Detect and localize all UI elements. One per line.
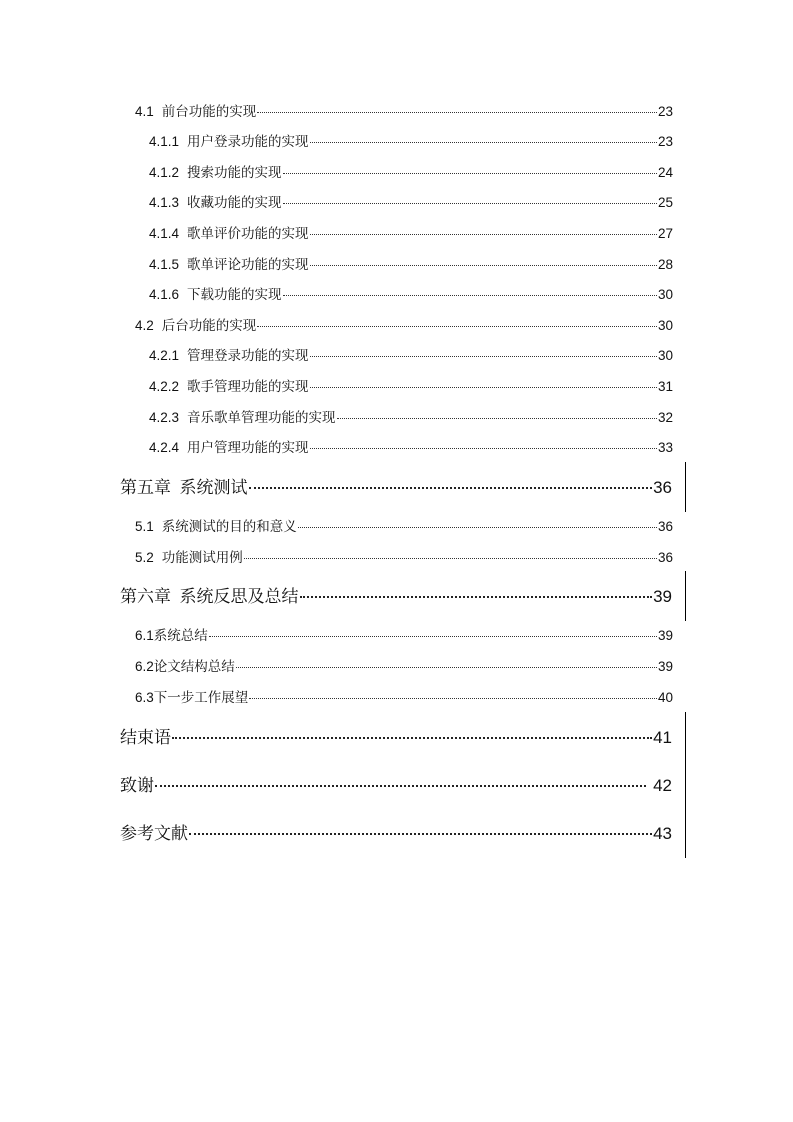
dot-leader	[189, 833, 652, 835]
page-number: 36	[653, 478, 672, 497]
toc-references[interactable]	[120, 819, 672, 844]
page-number: 28	[657, 257, 673, 272]
page-number: 23	[657, 134, 673, 149]
toc-entry-6-2[interactable]	[135, 655, 673, 675]
chapter-title: 第五章 系统测试	[120, 478, 248, 497]
dot-leader	[337, 418, 657, 419]
page-number: 36	[657, 519, 673, 534]
chapter-title: 致谢	[120, 776, 154, 795]
toc-chapter-5[interactable]	[120, 473, 672, 498]
dot-leader	[283, 173, 657, 174]
dot-leader	[244, 558, 657, 559]
toc-entry-5-2[interactable]	[135, 546, 673, 566]
toc-entry-4-2-1[interactable]	[149, 344, 673, 364]
page-number: 43	[653, 824, 672, 843]
page-number: 23	[657, 104, 673, 119]
section-number: 5.2	[135, 550, 154, 565]
toc-entry-4-1-5[interactable]	[149, 253, 673, 273]
change-bar	[685, 462, 686, 512]
section-number: 4.1.4	[149, 226, 180, 241]
section-title: 下一步工作展望	[153, 690, 249, 705]
toc-entry-4-1-6[interactable]	[149, 283, 673, 303]
page-number: 36	[657, 550, 673, 565]
change-bar	[685, 571, 686, 621]
section-number: 4.1.2	[149, 165, 180, 180]
page-number: 39	[657, 659, 673, 674]
dot-leader	[236, 667, 657, 668]
toc-chapter-6[interactable]	[120, 582, 672, 607]
page-number: 32	[657, 410, 673, 425]
section-title: 用户管理功能的实现	[187, 440, 309, 455]
toc-entry-4-2[interactable]	[135, 314, 673, 334]
section-number: 4.2.1	[149, 348, 180, 363]
dot-leader	[300, 596, 653, 598]
page-number: 42	[653, 776, 672, 795]
chapter-title: 第六章 系统反思及总结	[120, 587, 299, 606]
dot-leader	[310, 387, 657, 388]
page-number: 31	[657, 379, 673, 394]
toc-entry-4-1-2[interactable]	[149, 161, 673, 181]
section-title: 系统总结	[153, 628, 208, 643]
section-number: 4.2.3	[149, 410, 180, 425]
section-title: 系统测试的目的和意义	[161, 519, 297, 534]
dot-leader	[310, 448, 657, 449]
dot-leader	[310, 356, 657, 357]
dot-leader	[249, 698, 657, 699]
section-number: 6.1	[135, 628, 154, 643]
toc-entry-4-1[interactable]	[135, 100, 673, 120]
page-number: 33	[657, 440, 673, 455]
page-number: 39	[657, 628, 673, 643]
section-number: 4.1.6	[149, 287, 180, 302]
dot-leader	[155, 785, 646, 787]
toc-entry-4-2-3[interactable]	[149, 406, 673, 426]
section-title: 功能测试用例	[161, 550, 243, 565]
dot-leader	[310, 265, 657, 266]
dot-leader	[172, 737, 652, 739]
section-title: 前台功能的实现	[161, 104, 257, 119]
section-number: 4.1.3	[149, 195, 180, 210]
page-number: 41	[653, 728, 672, 747]
dot-leader	[257, 112, 657, 113]
section-title: 搜索功能的实现	[187, 165, 282, 180]
dot-leader	[209, 636, 657, 637]
section-number: 4.1.1	[149, 134, 180, 149]
page-number: 25	[657, 195, 673, 210]
section-title: 下载功能的实现	[187, 287, 282, 302]
section-number: 6.2	[135, 659, 154, 674]
toc-acknowledgements[interactable]	[120, 771, 672, 796]
section-title: 论文结构总结	[153, 659, 235, 674]
dot-leader	[298, 527, 657, 528]
toc-entry-4-2-4[interactable]	[149, 436, 673, 456]
section-title: 管理登录功能的实现	[187, 348, 309, 363]
section-number: 4.2.2	[149, 379, 180, 394]
section-number: 4.1	[135, 104, 154, 119]
section-title: 音乐歌单管理功能的实现	[187, 410, 336, 425]
section-number: 4.2	[135, 318, 154, 333]
toc-entry-5-1[interactable]	[135, 515, 673, 535]
section-title: 收藏功能的实现	[187, 195, 282, 210]
section-title: 歌单评价功能的实现	[187, 226, 309, 241]
section-number: 4.2.4	[149, 440, 180, 455]
dot-leader	[283, 203, 657, 204]
page-number: 30	[657, 348, 673, 363]
page-number: 24	[657, 165, 673, 180]
section-title: 歌手管理功能的实现	[187, 379, 309, 394]
section-title: 用户登录功能的实现	[187, 134, 309, 149]
section-number: 6.3	[135, 690, 154, 705]
dot-leader	[257, 326, 657, 327]
toc-entry-6-1[interactable]	[135, 624, 673, 644]
toc-entry-4-1-3[interactable]	[149, 191, 673, 211]
page-number: 30	[657, 287, 673, 302]
toc-entry-4-1-1[interactable]	[149, 130, 673, 150]
section-title: 歌单评论功能的实现	[187, 257, 309, 272]
dot-leader	[283, 295, 657, 296]
dot-leader	[310, 142, 657, 143]
dot-leader	[249, 487, 653, 489]
chapter-title: 结束语	[120, 728, 171, 747]
toc-entry-4-1-4[interactable]	[149, 222, 673, 242]
section-number: 5.1	[135, 519, 154, 534]
page-number: 27	[657, 226, 673, 241]
page-number: 30	[657, 318, 673, 333]
toc-conclusion[interactable]	[120, 723, 672, 748]
section-title: 后台功能的实现	[161, 318, 257, 333]
dot-leader	[310, 234, 657, 235]
toc-entry-6-3[interactable]	[135, 686, 673, 706]
toc-entry-4-2-2[interactable]	[149, 375, 673, 395]
chapter-title: 参考文献	[120, 824, 188, 843]
page-number: 39	[653, 587, 672, 606]
section-number: 4.1.5	[149, 257, 180, 272]
change-bar	[685, 712, 686, 858]
page-number: 40	[657, 690, 673, 705]
